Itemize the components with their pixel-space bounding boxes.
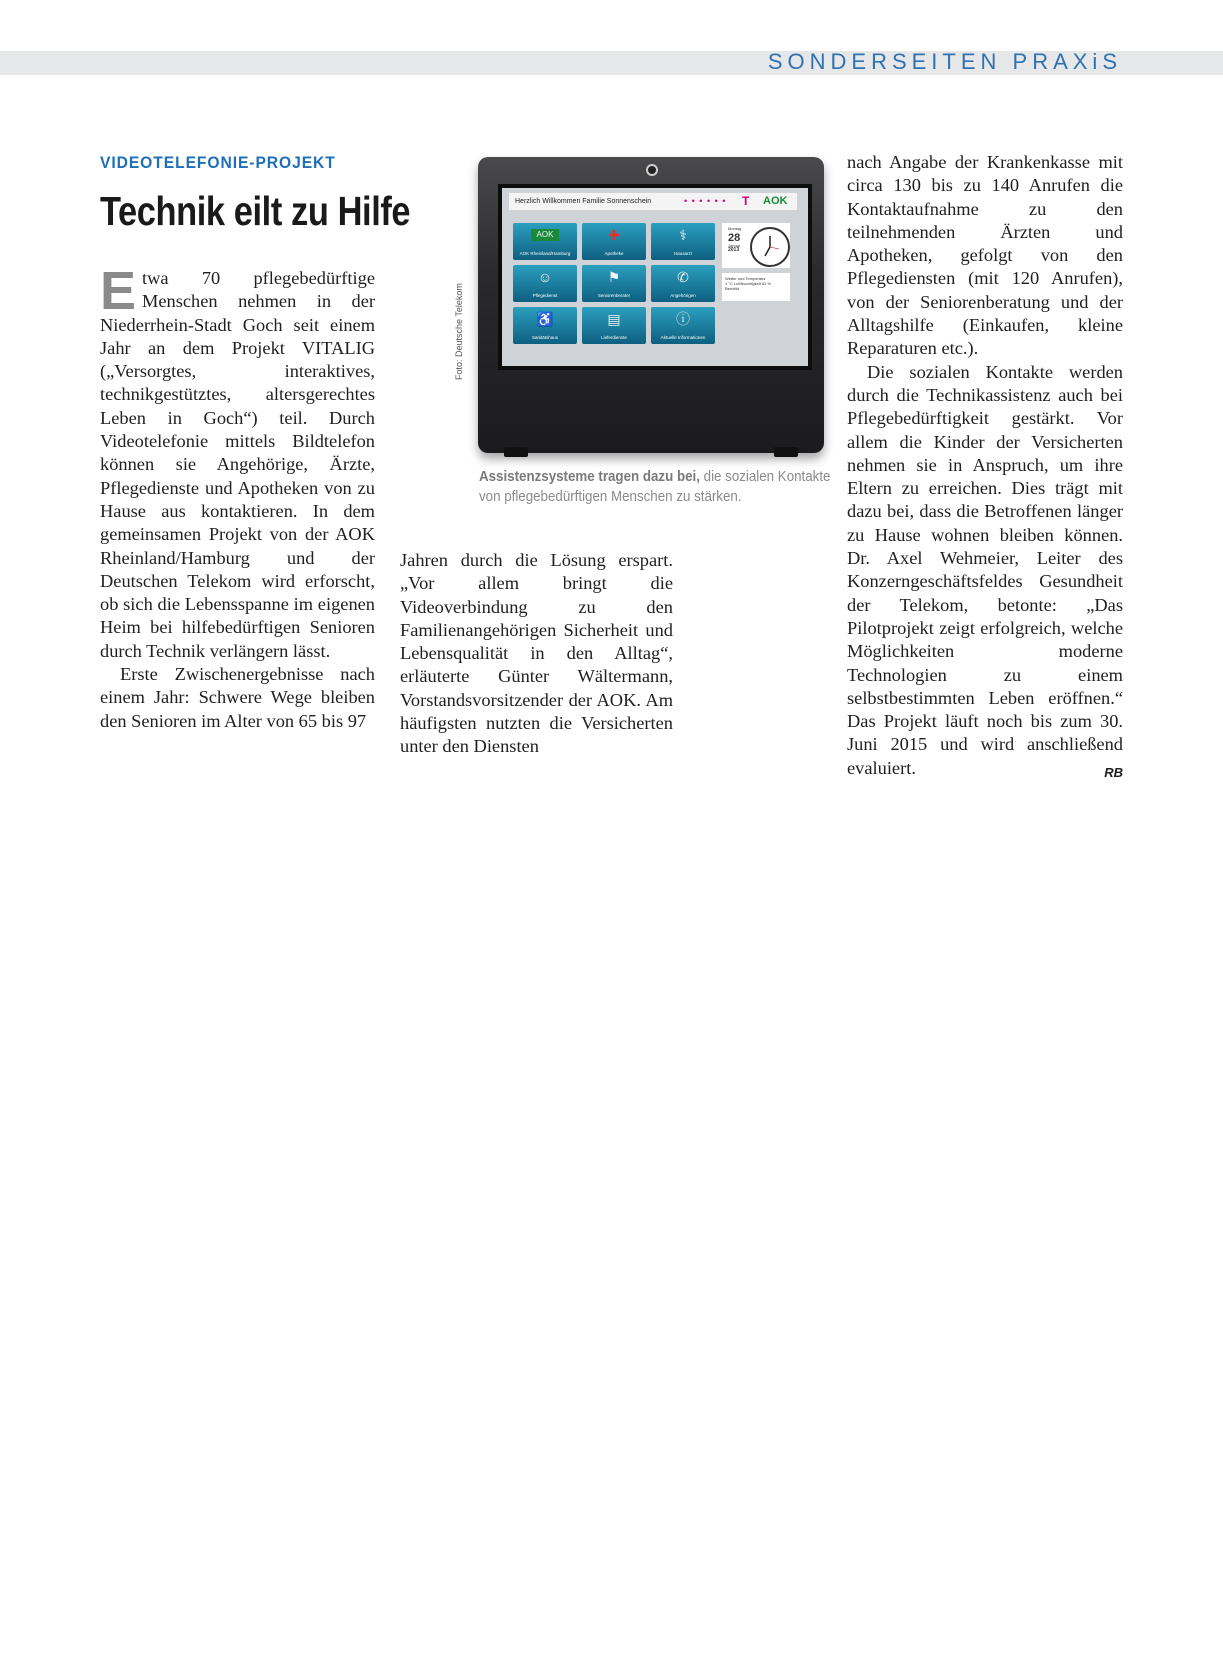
paragraph: nach Angabe der Krankenkasse mit circa 130 bis zu 140 Anrufen die Kontaktaufnahme zu den teilnehmenden Ärzten und Apotheken, gefolgt von den Pflegediensten (mit 120 Anrufen), von der Seniorenberatung und der Alltagshilfe (Einkaufen, kleine Reparaturen etc.).: [847, 152, 1123, 359]
photo-caption: [479, 467, 838, 507]
tile-sanitaetshaus: [513, 307, 577, 344]
wheelchair-icon: ♿: [536, 311, 554, 327]
service-tiles: [513, 223, 715, 344]
tile-label: Seniorenberater: [597, 293, 631, 298]
telekom-dots: • • • • • •: [684, 196, 727, 206]
paragraph-text: Die sozialen Kontakte werden durch die Technikassistenz auch bei Pflegebedürftigkeit gestärkt. Vor allem die Kinder der Versicherten nehmen sie in Anspruch, um ihre Eltern zu erreichen. Dies trägt mit dazu bei, dass die Betroffenen länger zu Hause wohnen bleiben können. Dr. Axel Wehmeier, Leiter des Konzerngeschäftsfeldes Gesundheit der Telekom, betonte: „Das Pilotprojekt zeigt erfolgreich, welche Möglichkeiten moderne Technologien zu einem selbstbestimmten Leben eröffnen.“ Das Projekt läuft noch bis zum 30. Juni 2015 und wird anschließend evaluiert.: [847, 361, 1123, 778]
section-label: SONDERSEITEN PRAXiS: [767, 49, 1122, 74]
article-photo: [478, 153, 828, 458]
screen-header: [509, 193, 797, 210]
pharmacy-icon: ✚: [608, 227, 620, 243]
tile-pflegedienst: [513, 265, 577, 302]
phone-icon: ✆: [677, 269, 689, 285]
aok-icon: AOK: [531, 229, 559, 241]
doctor-icon: ⚕: [679, 227, 687, 243]
weather-humidity: Luftfeuchtigkeit 81 %: [733, 281, 772, 286]
tile-label: Apotheke: [604, 251, 624, 256]
info-icon: ⓘ: [676, 311, 690, 327]
tile-label: Lieferdienste: [601, 335, 627, 340]
paragraph: [100, 261, 375, 663]
article-column-1: [100, 261, 375, 733]
device-screen: [498, 184, 812, 370]
tile-label: Aktuelle Informationen: [660, 335, 706, 340]
telekom-logo: T: [742, 194, 750, 208]
tile-label: Hausarzt: [673, 251, 692, 256]
caption-text: die sozialen Kontakte von pflegebedürftigen Menschen zu stärken.: [479, 469, 831, 505]
photo-credit: Foto: Deutsche Telekom: [454, 283, 464, 380]
date-month: Januar: [728, 243, 741, 248]
paragraph: Jahren durch die Lösung erspart. „Vor allem bringt die Videoverbindung zu den Familienangehörigen Sicherheit und Lebensqualität in den Alltag“, erläuterte Günter Wältermann, Vorstandsvorsitzender der AOK. Am häufigsten nutzten die Versicherten unter den Diensten: [400, 550, 673, 757]
screen-greeting: Herzlich Willkommen Familie Sonnenschein: [515, 198, 652, 205]
tile-label: AOK Rheinland/Hamburg: [519, 251, 571, 256]
cart-icon: ▤: [607, 311, 621, 327]
flag-icon: ⚑: [607, 269, 621, 285]
tile-label: Sanitätshaus: [531, 335, 559, 340]
weather-state: Bewölkt: [725, 286, 740, 291]
weekday: Montag: [728, 226, 742, 231]
tile-informationen: [651, 307, 715, 344]
weather-title: Wetter und Temperatur: [725, 276, 766, 281]
date-clock-panel: [722, 223, 790, 268]
article-column-3: [847, 151, 1123, 784]
paragraph: Erste Zwischenergebnisse nach einem Jahr: Schwere Wege bleiben den Senioren im Alter von 65 bis 97: [100, 664, 375, 731]
author-initials: RB: [1104, 764, 1123, 780]
caption-lead: Assistenzsysteme tragen dazu bei,: [479, 469, 700, 485]
tile-label: Angehörigen: [670, 293, 696, 298]
tile-angehoerige: [651, 265, 715, 302]
device-foot: [504, 447, 528, 457]
people-icon: ☺: [537, 269, 553, 285]
device-foot: [774, 447, 798, 457]
tile-lieferdienste: [582, 307, 646, 344]
article-column-2: [400, 549, 673, 759]
clock-icon: [750, 227, 790, 267]
video-phone-device: [478, 157, 824, 453]
dropcap: E: [100, 261, 137, 321]
aok-logo: AOK: [763, 195, 788, 207]
article-title: Technik eilt zu Hilfe: [100, 188, 411, 234]
tile-aok: [513, 223, 577, 260]
date-year: 2013: [728, 247, 740, 253]
tile-seniorenberater: [582, 265, 646, 302]
camera-icon: [646, 164, 658, 176]
article-kicker: VIDEOTELEFONIE-PROJEKT: [100, 153, 336, 172]
paragraph: [847, 361, 1123, 780]
date-day: 28: [728, 232, 741, 244]
weather-panel: [722, 273, 790, 301]
tile-apotheke: [582, 223, 646, 260]
paragraph-text: twa 70 pflegebedürftige Menschen nehmen in der Niederrhein-Stadt Goch seit einem Jahr an dem Projekt VITALIG („Versorgtes, interaktives, technikgestütztes, altersgerechtes Leben in Goch“) teil. Durch Videotelefonie mittels Bildtelefon können sie Angehörige, Ärzte, Pflegedienste und Apotheken von zu Hause aus kontaktieren. In dem gemeinsamen Projekt von der AOK Rheinland/Hamburg und der Deutschen Telekom wird erforscht, ob sich die Lebensspanne im eigenen Heim bei hilfebedürftigen Senioren durch Technik verlängern lässt.: [100, 268, 375, 661]
weather-temp: 1 °C: [725, 281, 733, 286]
tile-hausarzt: [651, 223, 715, 260]
tile-label: Pflegedienst: [532, 293, 558, 298]
